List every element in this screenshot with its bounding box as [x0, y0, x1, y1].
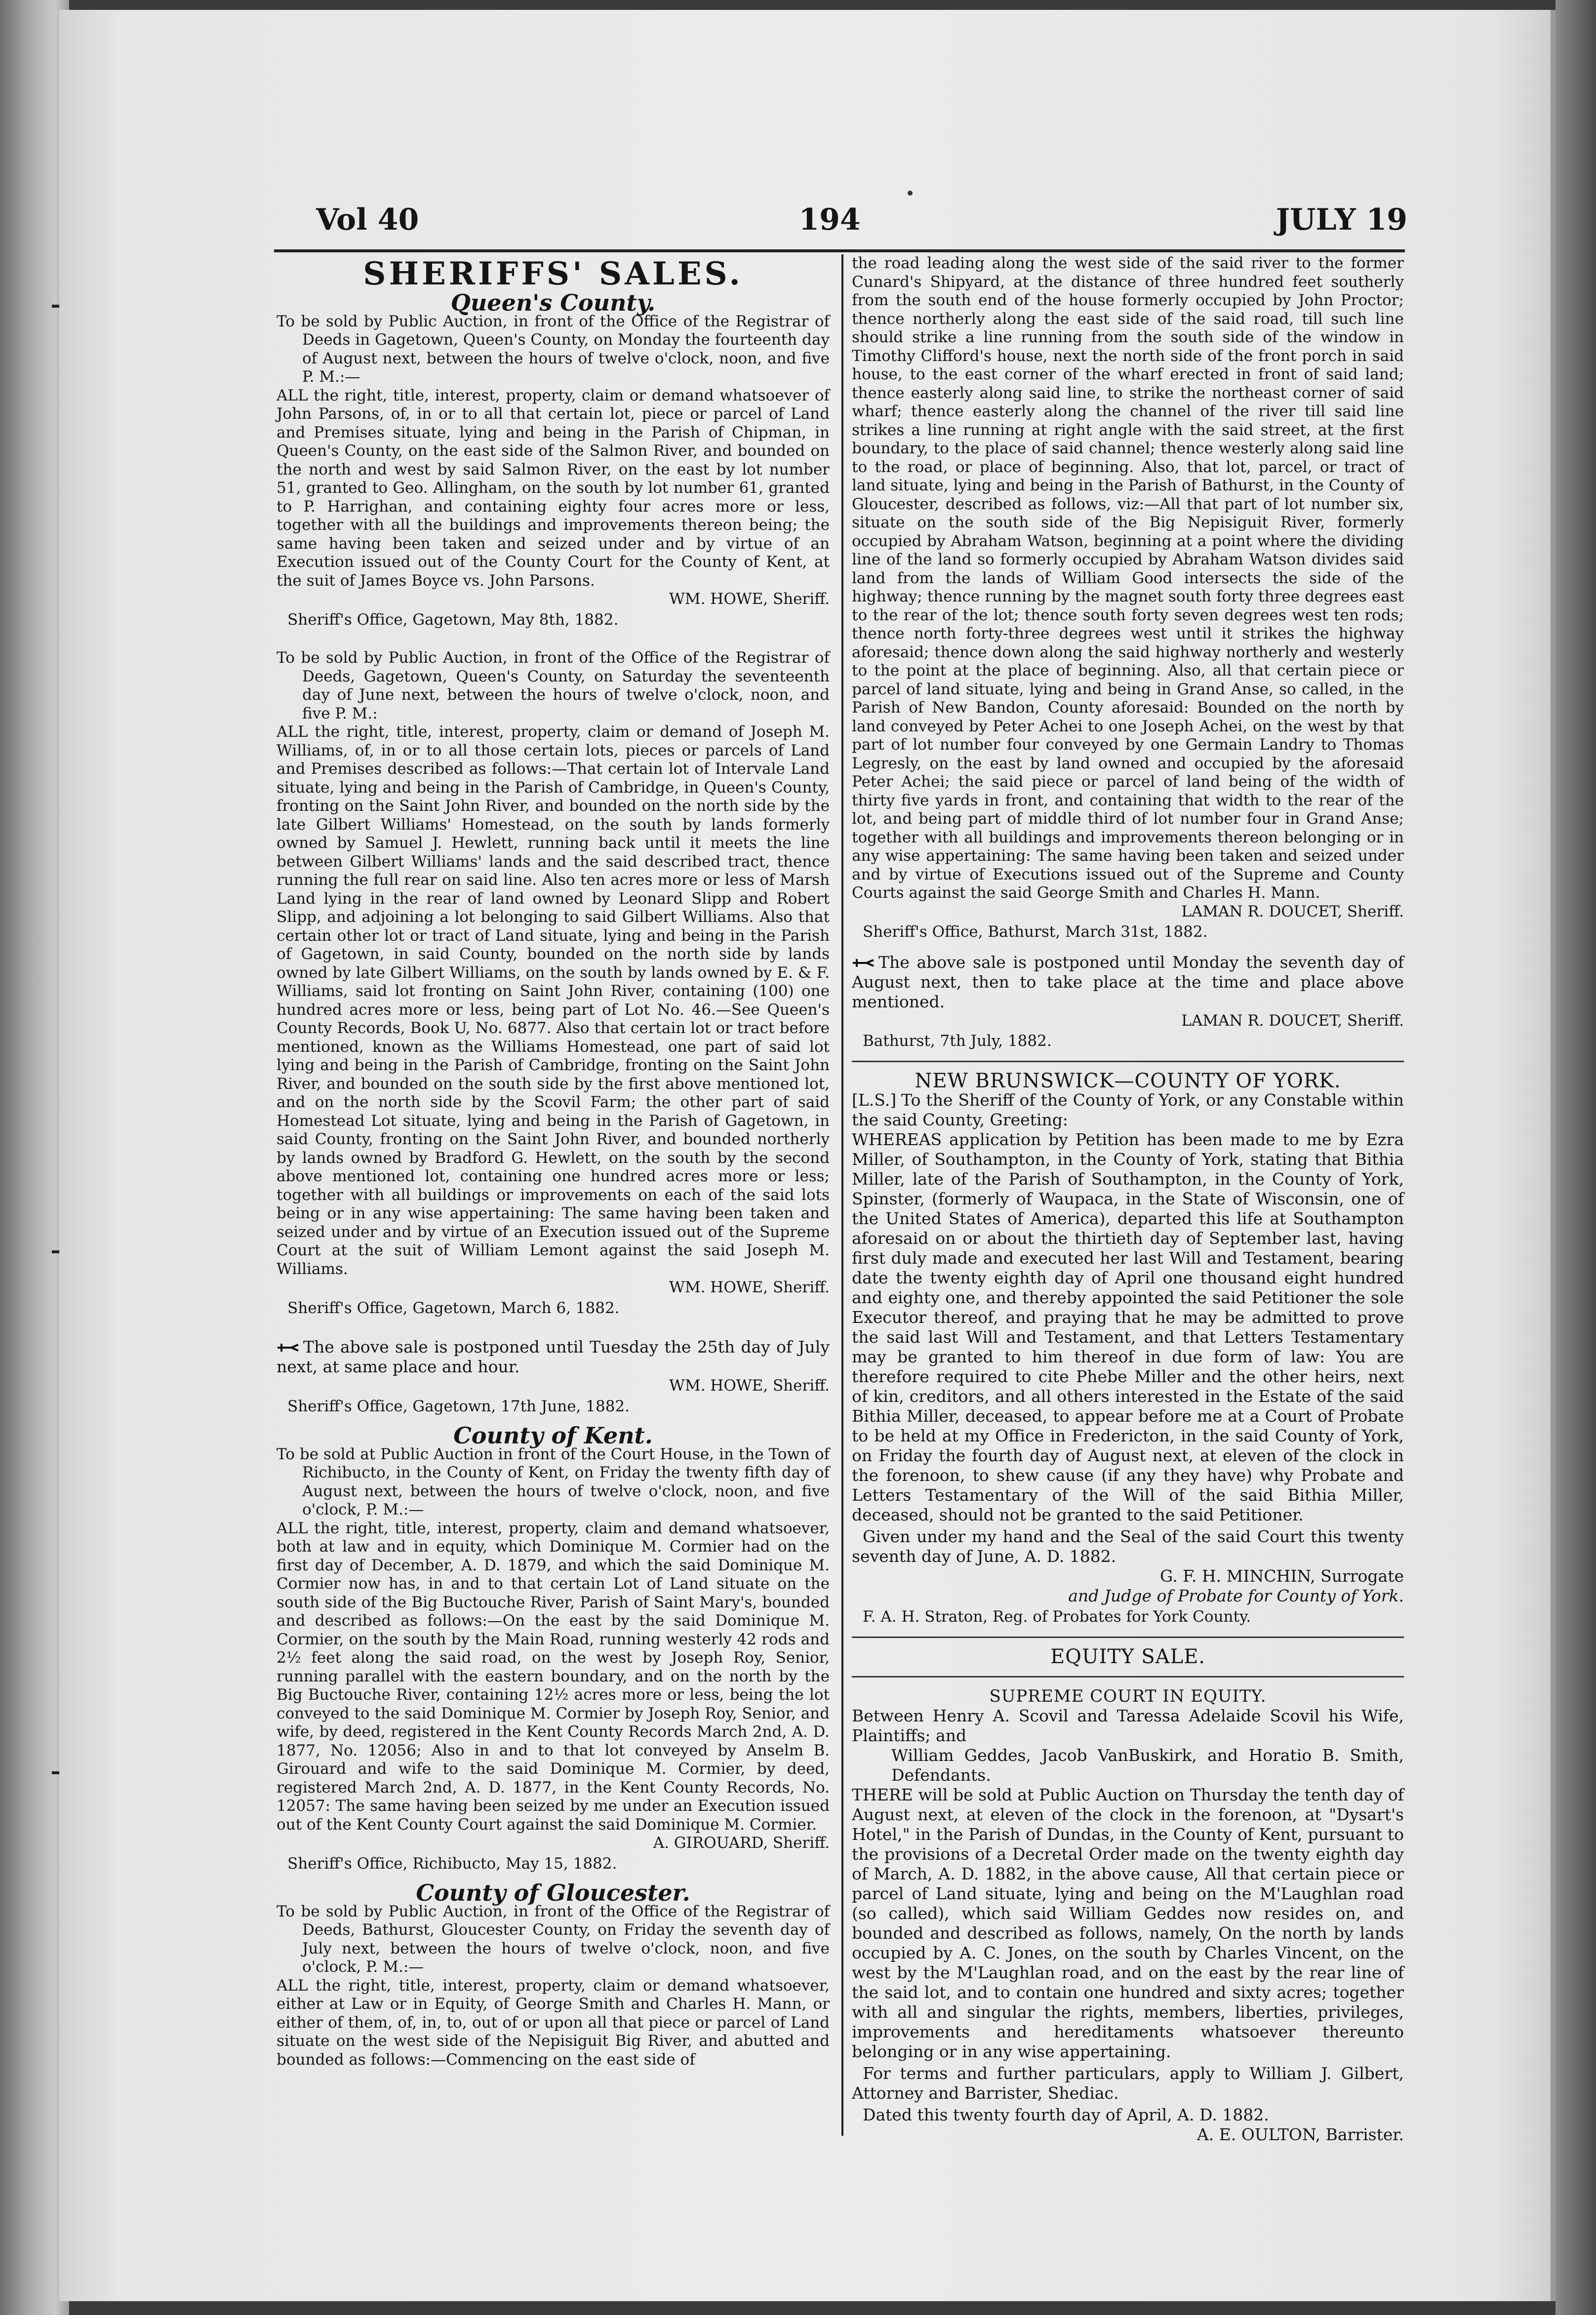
notice-date: Sheriff's Office, Bathurst, March 31st, 1882.	[863, 923, 1208, 941]
column-rule	[841, 254, 843, 2136]
surrogate-title: and Judge of Probate for County of York.	[1068, 1586, 1404, 1605]
postponement-text: The above sale is postponed until Tuesday the 25th day of July next, at same place and hour.	[277, 1337, 830, 1376]
equity-defendants: William Geddes, Jacob VanBuskirk, and Horatio B. Smith, Defendants.	[891, 1745, 1404, 1785]
county-heading: County of Gloucester.	[416, 1879, 690, 1906]
registrar-line: F. A. H. Straton, Reg. of Probates for York County.	[863, 1608, 1251, 1626]
section-rule	[852, 1676, 1404, 1677]
left-column	[277, 254, 830, 2069]
notice-date: Sheriff's Office, Richibucto, May 15, 1882.	[287, 1854, 617, 1873]
equity-dated: Dated this twenty fourth day of April, A. D. 1882.	[863, 2105, 1269, 2124]
sheriff-signature: WM. HOWE, Sheriff.	[669, 1377, 830, 1395]
notice-date: Sheriff's Office, Gagetown, March 6, 1882.	[287, 1299, 620, 1317]
york-address	[852, 1090, 1404, 1130]
york-address-text: To the Sheriff of the County of York, or any Constable within the said County, Greeting:	[852, 1090, 1404, 1129]
notice-intro: To be sold by Public Auction, in front of the Office of the Registrar of Deeds, Bathurst, Gloucester County, on Friday the seventh day of July next, between the hours of twelve o'clock, noon, and five o'clock, P. M.:—	[277, 1902, 830, 1976]
county-heading: Queen's County.	[450, 289, 656, 316]
header-rule	[274, 249, 1405, 252]
sheriff-signature: LAMAN R. DOUCET, Sheriff.	[1181, 1011, 1404, 1030]
right-column	[852, 254, 1404, 2145]
postponement-notice	[277, 1337, 830, 1377]
notice-body: ALL the right, title, interest, property, claim and demand whatsoever, both at law and in equity, which Dominique M. Cormier had on the first day of December, A. D. 1879, and which the said Dominique M. Cormier now has, in and to that certain Lot of Land situate on the south side of the Big Buctouche River, Parish of Saint Mary's, bounded and described as follows:—On the east by the said Dominique M. Cormier, on the south by the Main Road, running westerly 42 rods and 2½ feet along the said road, on the west by Joseph Roy, Senior, running parallel with the eastern boundary, and on the north by the Big Buctouche River, containing 12½ acres more or less, being the lot conveyed to the said Dominique M. Cormier by Joseph Roy, Senior, and wife, by deed, registered in the Kent County Records March 2nd, A. D. 1877, No. 12056; Also in and to that lot conveyed by Anselm B. Girouard and wife to the said Dominique M. Cormier, by deed, registered March 2nd, A. D. 1877, in the Kent County Records, No. 12057: The same having been seized by me under an Execution issued out of the Kent County Court against the said Dominique M. Cormier.	[277, 1519, 830, 1834]
sheriff-signature: LAMAN R. DOUCET, Sheriff.	[1181, 902, 1404, 920]
sheriff-signature: A. GIROUARD, Sheriff.	[653, 1834, 830, 1852]
notice-date: Bathurst, 7th July, 1882.	[863, 1032, 1052, 1050]
sheriff-signature: WM. HOWE, Sheriff.	[669, 1278, 830, 1296]
equity-terms: For terms and further particulars, apply to William J. Gilbert, Attorney and Barrister, Shediac.	[852, 2063, 1404, 2103]
issue-date: JULY 19	[1276, 202, 1407, 237]
york-heading: NEW BRUNSWICK—COUNTY OF YORK.	[915, 1069, 1341, 1092]
notice-body-continued: the road leading along the west side of the said river to the former Cunard's Shipyard, at the distance of three hundred feet southerly from the south end of the house formerly occupied by John Proctor; thence northerly along the east side of the said road, till such line should strike a line running from the south side of the window in Timothy Clifford's house, next the north side of the front porch in said house, to the east corner of the wharf erected in front of said land; thence easterly along said line, to strike the northeast corner of said wharf; thence easterly along the channel of the river till said line strikes a line running at right angle with the said street, at the first boundary, to the place of said channel; thence westerly along said line to the road, or place of beginning. Also, that lot, parcel, or tract of land situate, lying and being in the Parish of Bathurst, in the County of Gloucester, described as follows, viz:—All that part of lot number six, situate on the south side of the Big Nepisiguit River, formerly occupied by Abraham Watson, beginning at a point where the dividing line of the land so formerly occupied by Abraham Watson divides said land from the lands of William Good intersects the side of the highway; thence running by the magnet south forty three degrees east to the rear of the lot; thence south forty seven degrees west ten rods; thence north forty-three degrees west until it strikes the highway aforesaid; thence down along the said highway northerly and westerly to the point at the place of beginning. Also, all that certain piece or parcel of land situate, lying and being in Grand Anse, so called, in the Parish of New Bandon, County aforesaid: Bounded on the north by land conveyed by Peter Achei to one Joseph Achei, on the west by that part of lot number four conveyed by one Germain Landry to Thomas Legresly, on the east by land owned and occupied by the aforesaid Peter Achei; the said piece or parcel of land being of the width of thirty five yards in front, and containing that width to the rear of the lot, and being part of middle third of lot number four in Grand Anse; together with all buildings and improvements thereon belonging or in any wise appertaining: The same having been taken and seized under and by virtue of Executions issued out of the Supreme and County Courts against the said George Smith and Charles H. Mann.	[852, 254, 1404, 902]
page-header	[257, 202, 1407, 242]
surrogate-signature: G. F. H. MINCHIN, Surrogate	[1159, 1566, 1404, 1586]
facing-page-edge	[0, 0, 69, 2315]
section-rule	[852, 1636, 1404, 1638]
barrister-signature: A. E. OULTON, Barrister.	[1197, 2124, 1404, 2144]
county-heading: County of Kent.	[453, 1422, 653, 1449]
postponement-text: The above sale is postponed until Monday the seventh day of August next, then to take place at the time and place above mentioned.	[852, 952, 1404, 1011]
equity-heading: EQUITY SALE.	[1050, 1645, 1206, 1668]
print-mark	[908, 191, 913, 196]
york-body: WHEREAS application by Petition has been made to me by Ezra Miller, of Southampton, in the County of York, stating that Bithia Miller, late of the Parish of Southampton, in the County of York, Spinster, (formerly of Waupaca, in the State of Wisconsin, one of the United States of America), departed this life at Southampton aforesaid on or about the thirtieth day of September last, having first duly made and executed her last Will and Testament, bearing date the twenty eighth day of April one thousand eight hundred and eighty one, and thereby appointed the said Petitioner the sole Executor thereof, and praying that he may be admitted to prove the said last Will and Testament, and that Letters Testamentary may be granted to him thereof in due form of law: You are therefore required to cite Phebe Miller and the other heirs, next of kin, creditors, and all others interested in the Estate of the said Bithia Miller, deceased, to appear before me at a Court of Probate to be held at my Office in Fredericton, in the said County of York, on Friday the fourth day of August next, at eleven of the clock in the forenoon, to shew cause (if any they have) why Probate and Letters Testamentary of the Will of the said Bithia Miller, deceased, should not be granted to the said Petitioner.	[852, 1130, 1404, 1524]
notice-date: Sheriff's Office, Gagetown, May 8th, 1882.	[287, 610, 619, 629]
right-background-strip	[1556, 0, 1596, 2315]
pointing-hand-icon	[852, 956, 876, 970]
seal-mark: [L.S.]	[852, 1090, 897, 1110]
notice-body: ALL the right, title, interest, property, claim or demand of Joseph M. Williams, of, in or to all those certain lots, pieces or parcels of Land and Premises described as follows:—That certain lot of Intervale Land situate, lying and being in the Parish of Cambridge, in Queen's County, fronting on the Saint John River, and bounded on the north side by the late Gilbert Williams' Homestead, on the south by lands formerly owned by Samuel J. Hewlett, running back until it meets the line between Gilbert Williams' lands and the said described tract, thence running the full rear on said line. Also ten acres more or less of Marsh Land lying in the rear of land owned by Leonard Slipp and Robert Slipp, and adjoining a lot belonging to said Gilbert Williams. Also that certain other lot or tract of Land situate, lying and being in the Parish of Gagetown, in said County, bounded on the north side by lands owned by late Gilbert Williams, on the south by lands owned by E. & F. Williams, said lot fronting on Saint John River, containing (100) one hundred acres more or less, being part of Lot No. 46.—See Queen's County Records, Book U, No. 6877. Also that certain lot or tract before mentioned, known as the Williams Homestead, one part of said lot lying and being in the Parish of Cambridge, fronting on the Saint John River, and bounded on the south side by the first above mentioned lot, and on the north side by the Scovil Farm; the other part of said Homestead Lot situate, lying and being in the Parish of Gagetown, in said County, fronting on the Saint John River, and bounded northerly by lands owned by Bradford G. Hewlett, on the south by the second above mentioned lot, containing one hundred acres more or less; together with all buildings or improvements on each of the said lots being or in any wise appertaining: The same having been taken and seized under and by virtue of an Execution issued out of the Supreme Court at the suit of William Lemont against the said Joseph M. Williams.	[277, 723, 830, 1278]
notice-intro: To be sold at Public Auction in front of the Court House, in the Town of Richibucto, in the County of Kent, on Friday the twenty fifth day of August next, between the hours of twelve o'clock, noon, and five o'clock, P. M.:—	[277, 1445, 830, 1518]
volume-label: Vol 40	[316, 202, 419, 237]
pointing-hand-icon	[277, 1341, 300, 1355]
section-title: SHERIFFS' SALES.	[363, 255, 743, 292]
sheriff-signature: WM. HOWE, Sheriff.	[669, 590, 830, 608]
notice-date: Sheriff's Office, Gagetown, 17th June, 1882.	[287, 1397, 630, 1415]
notice-intro: To be sold by Public Auction, in front of the Office of the Registrar of Deeds, Gagetown, Queen's County, on Saturday the seventeenth day of June next, between the hours of twelve o'clock, noon, and five P. M.:	[277, 649, 830, 722]
notice-intro: To be sold by Public Auction, in front of the Office of the Registrar of Deeds in Gagetown, Queen's County, on Monday the fourteenth day of August next, between the hours of twelve o'clock, noon, and five P. M.:—	[277, 312, 830, 386]
equity-court: SUPREME COURT IN EQUITY.	[989, 1686, 1267, 1706]
equity-body: THERE will be sold at Public Auction on Thursday the tenth day of August next, at eleven of the clock in the forenoon, at "Dysart's Hotel," in the Parish of Dundas, in the County of Kent, pursuant to the provisions of a Decretal Order made on the twenty eighth day of March, A. D. 1882, in the above cause, All that certain piece or parcel of Land situate, lying and being on the M'Laughlan road (so called), which said William Geddes now resides on, and bounded and described as follows, namely, On the north by lands occupied by A. C. Jones, on the south by Charles Vincent, on the west by the M'Laughlan road, and on the east by the rear line of the said lot, and to contain one hundred and sixty acres; together with all and singular the rights, members, liberties, privileges, improvements and hereditaments whatsoever thereunto belonging or in any wise appertaining.	[852, 1785, 1404, 2061]
page-number: 194	[798, 202, 861, 237]
equity-parties: Between Henry A. Scovil and Taressa Adelaide Scovil his Wife, Plaintiffs; and	[852, 1706, 1404, 1745]
york-given: Given under my hand and the Seal of the said Court this twenty seventh day of June, A. D. 1882.	[852, 1527, 1404, 1566]
notice-body: ALL the right, title, interest, property, claim or demand whatsoever, either at Law or in Equity, of George Smith and Charles H. Mann, or either of them, of, in, to, out of or upon all that piece or parcel of Land situate on the west side of the Nepisiguit Big River, and abutted and bounded as follows:—Commencing on the east side of	[277, 1976, 830, 2069]
postponement-notice	[852, 953, 1404, 1012]
notice-body: ALL the right, title, interest, property, claim or demand whatsoever of John Parsons, of, in or to all that certain lot, piece or parcel of Land and Premises situate, lying and being in the Parish of Chipman, in Queen's County, on the east side of the Salmon River, and bounded on the north and west by said Salmon River, on the east by lot number 51, granted to Geo. Allingham, on the south by lot number 61, granted to P. Harrighan, and containing eighty four acres more or less, together with all the buildings and improvements thereon being; the same having been taken and seized under and by virtue of an Execution issued out of the County Court for the County of Kent, at the suit of James Boyce vs. John Parsons.	[277, 386, 830, 590]
section-rule	[852, 1061, 1404, 1062]
